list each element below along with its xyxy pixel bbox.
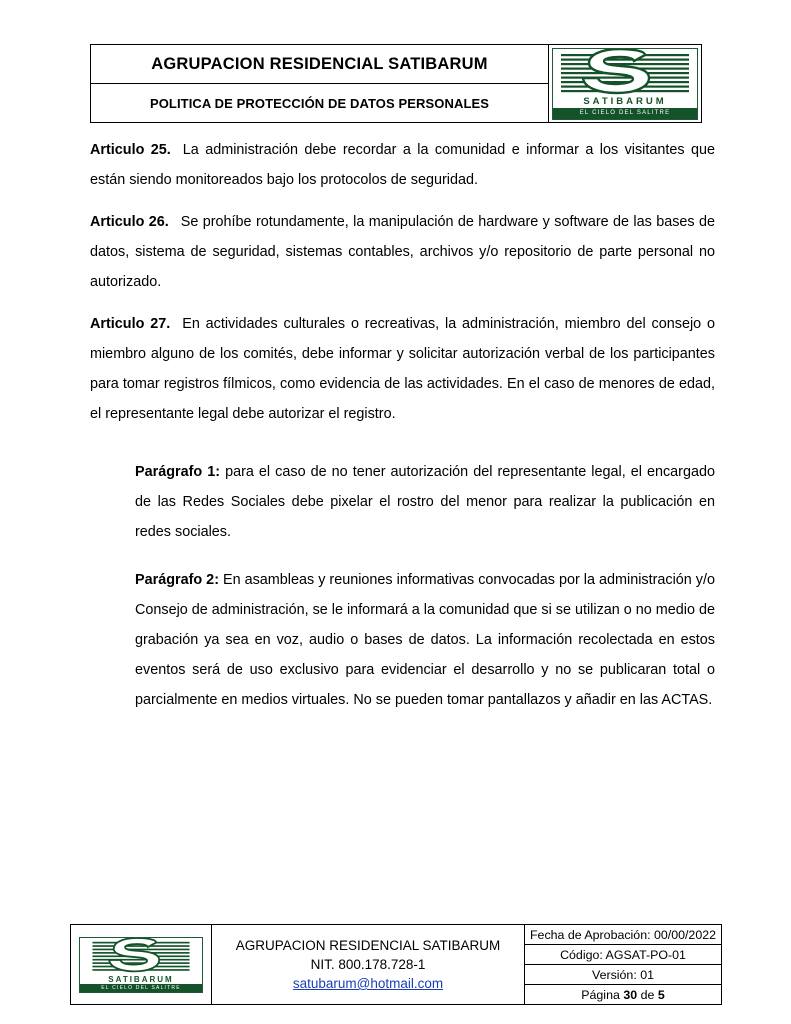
- article-label: Articulo 25.: [90, 142, 171, 158]
- article-paragraph: [90, 207, 715, 297]
- sub-paragraph: [135, 457, 715, 547]
- footer-identity-cell: [212, 925, 525, 1005]
- document-body: [90, 135, 715, 733]
- page-middle: de: [640, 987, 655, 1002]
- header-subtitle-cell: [91, 84, 549, 123]
- page-total: 5: [657, 987, 665, 1002]
- sub-paragraph-text: para el caso de no tener autorización del representante legal, el encargado de las Redes Sociales debe pixelar el rostro del menor para realizar la publicación en redes sociales.: [135, 464, 715, 540]
- article-label: Articulo 26.: [90, 214, 169, 230]
- header-logo-cell: [549, 45, 702, 123]
- footer-approval-date: Fecha de Aprobación: 00/00/2022: [525, 925, 721, 945]
- sub-paragraph-label: Parágrafo 2:: [135, 572, 219, 588]
- document-footer: [70, 924, 722, 1005]
- page-title: AGRUPACION RESIDENCIAL SATIBARUM: [151, 54, 488, 73]
- page-current: 30: [623, 987, 638, 1002]
- page-prefix: Página: [581, 987, 620, 1002]
- article-text: La administración debe recordar a la comunidad e informar a los visitantes que están siendo monitoreados bajo los protocolos de seguridad.: [90, 142, 715, 188]
- sub-paragraph: [135, 565, 715, 715]
- footer-company-name: AGRUPACION RESIDENCIAL SATIBARUM: [235, 938, 501, 953]
- logo-tagline: EL CIELO DEL SALITRE: [80, 984, 202, 992]
- header-title-cell: [91, 45, 549, 84]
- footer-code: Código: AGSAT-PO-01: [525, 945, 721, 965]
- footer-version: Versión: 01: [525, 965, 721, 985]
- document-header: [90, 44, 702, 123]
- article-text: Se prohíbe rotundamente, la manipulación de hardware y software de las bases de datos, sistema de seguridad, sistemas contables, archivos y/o repositorio de parte personal no autorizado.: [90, 214, 715, 290]
- footer-logo-cell: [71, 925, 212, 1005]
- satibarum-logo-footer: [79, 937, 203, 993]
- satibarum-logo: [552, 48, 698, 120]
- article-text: En actividades culturales o recreativas, la administración, miembro del consejo o miembro alguno de los comités, debe informar y solicitar autorización verbal de los participantes para tomar registros fílmicos, como evidencia de las actividades. En el caso de menores de edad, el representante legal debe autorizar el registro.: [90, 316, 715, 422]
- article-paragraph: [90, 309, 715, 429]
- footer-page-number: [525, 985, 721, 1005]
- article-label: Articulo 27.: [90, 316, 171, 332]
- logo-name: SATIBARUM: [108, 974, 174, 984]
- footer-email-link[interactable]: satubarum@hotmail.com: [292, 976, 444, 991]
- footer-meta-cell: [525, 925, 722, 1005]
- paragraph-block: [135, 457, 715, 715]
- page-subtitle: POLITICA DE PROTECCIÓN DE DATOS PERSONALES: [149, 95, 490, 111]
- logo-name: SATIBARUM: [583, 95, 667, 107]
- logo-tagline: EL CIELO DEL SALITRE: [553, 108, 697, 119]
- article-paragraph: [90, 135, 715, 195]
- sub-paragraph-text: En asambleas y reuniones informativas convocadas por la administración y/o Consejo de administración, se le informará a la comunidad que si se utilizan o no medio de grabación ya sea en voz, audio o bases de datos. La información recolectada en estos eventos será de uso exclusivo para evidenciar el desarrollo y no se publicaran total o parcialmente en medios virtuales. No se pueden tomar pantallazos y añadir en las ACTAS.: [135, 572, 715, 708]
- sub-paragraph-label: Parágrafo 1:: [135, 464, 221, 480]
- footer-nit: NIT. 800.178.728-1: [310, 957, 426, 972]
- footer-meta-table: [525, 925, 721, 1004]
